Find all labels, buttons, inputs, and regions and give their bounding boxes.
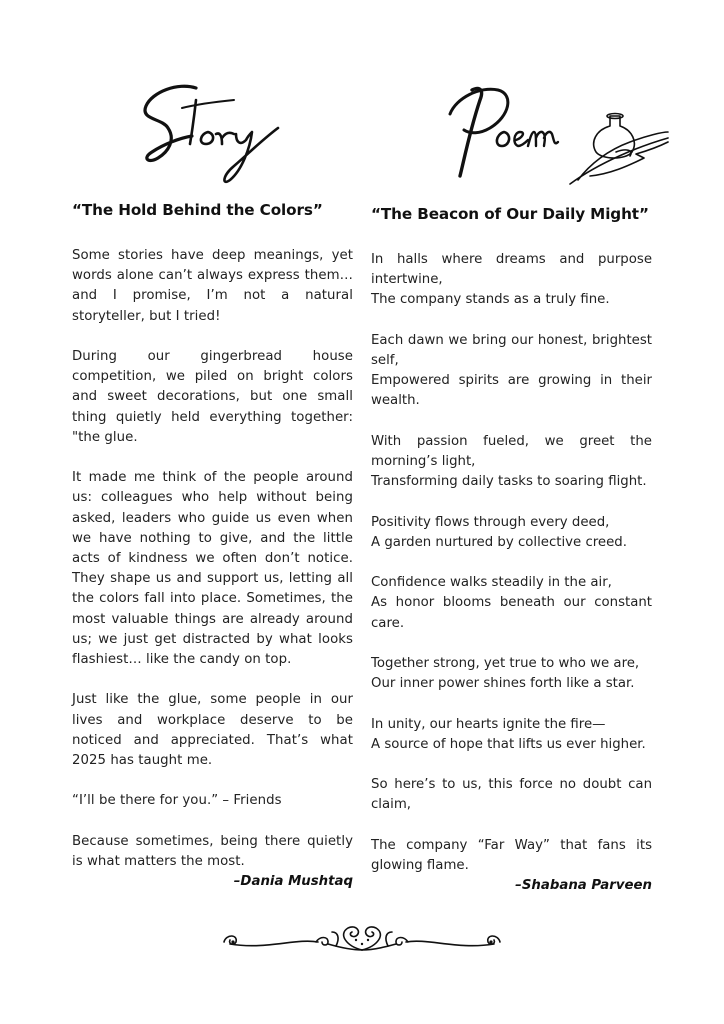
poem-line: Together strong, yet true to who we are, <box>371 655 640 671</box>
poem-line: Transforming daily tasks to soaring flight. <box>371 474 647 490</box>
poem-line: Empowered spirits are growing in their wealth. <box>371 373 652 409</box>
scroll-divider-ornament <box>216 920 508 960</box>
poem-line: A source of hope that lifts us ever higher. <box>371 736 646 752</box>
poem-stanza <box>371 775 652 815</box>
poem-title: “The Beacon of Our Daily Might” <box>371 205 649 223</box>
story-author: –Dania Mushtaq <box>233 874 353 890</box>
poem-line: Our inner power shines forth like a star. <box>371 676 635 692</box>
story-quote: “I’ll be there for you.” – Friends <box>72 793 282 809</box>
poem-stanza <box>371 331 652 412</box>
story-script-heading <box>138 78 288 188</box>
story-paragraph: Some stories have deep meanings, yet words alone can’t always express them… and I promise, I’m not a natural storyteller, but I tried! <box>72 248 353 324</box>
poem-line: The company “Far Way” that fans its glowing flame. <box>371 837 652 873</box>
poem-line: As honor blooms beneath our constant care. <box>371 595 652 631</box>
poem-column <box>371 205 652 896</box>
poem-stanza <box>371 654 652 694</box>
poem-stanza <box>371 513 652 553</box>
poem-line: A garden nurtured by collective creed. <box>371 534 627 550</box>
poem-stanza <box>371 715 652 755</box>
story-paragraph: It made me think of the people around us: colleagues who help without being asked, leaders who guide us even when we have nothing to give, and the little acts of kindness we often don’t notice. They shape us and support us, letting all the colors fall into place. Sometimes, the most valuable things are already around us; we just get distracted by what looks flashiest… like the candy on top. <box>72 470 353 668</box>
poem-line: Each dawn we bring our honest, brightest self, <box>371 332 652 368</box>
story-paragraph: During our gingerbread house competition, we piled on bright colors and sweet decorations, but one small thing quietly held everything together: "the glue. <box>72 349 353 445</box>
poem-line: With passion fueled, we greet the morning’s light, <box>371 433 652 469</box>
poem-line: So here’s to us, this force no doubt can claim, <box>371 777 652 813</box>
poem-stanza <box>371 432 652 493</box>
poem-line: In unity, our hearts ignite the fire— <box>371 716 606 732</box>
story-paragraph: Just like the glue, some people in our lives and workplace deserve to be noticed and appreciated. That’s what 2025 has taught me. <box>72 692 353 769</box>
poem-stanza <box>371 250 652 311</box>
poem-stanza <box>371 573 652 634</box>
poem-script-heading <box>440 80 670 190</box>
inkwell-quill-icon <box>570 114 668 185</box>
poem-stanza <box>371 836 652 876</box>
story-paragraph: Because sometimes, being there quietly is what matters the most. <box>72 833 353 870</box>
poem-line: Confidence walks steadily in the air, <box>371 575 612 591</box>
poem-line: The company stands as a truly fine. <box>371 292 610 308</box>
poem-author: –Shabana Parveen <box>515 878 652 894</box>
story-column <box>72 201 353 892</box>
poem-line: Positivity flows through every deed, <box>371 514 610 530</box>
poem-line: In halls where dreams and purpose intertwine, <box>371 252 652 288</box>
story-title: “The Hold Behind the Colors” <box>72 201 323 219</box>
